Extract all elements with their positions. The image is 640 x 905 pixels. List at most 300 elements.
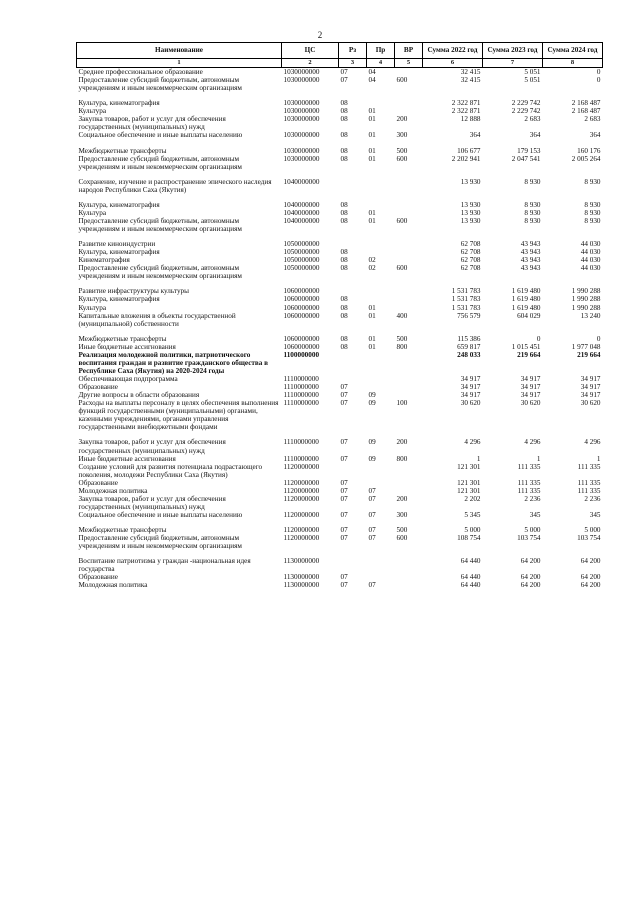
cell-pr: 09 [368, 454, 376, 463]
cell-pr: 02 [368, 264, 376, 273]
cell-sum-2024: 1 990 288 [571, 287, 601, 296]
cell-vr: 800 [396, 342, 408, 351]
cell-sum-2024: 8 930 [584, 208, 601, 217]
cell-sum-2024: 44 030 [580, 248, 601, 257]
cell-sum-2023: 64 200 [520, 581, 541, 590]
cell-vr: 500 [396, 334, 408, 343]
table-row [77, 131, 603, 139]
cell-sum-2024: 2 168 487 [571, 107, 601, 116]
cell-rz: 08 [340, 334, 348, 343]
cell-sum-2023: 1 619 480 [511, 303, 541, 312]
cell-name: Межбюджетные трансферты [78, 526, 167, 535]
header-number: 6 [423, 59, 483, 68]
cell-sum-2024: 111 335 [577, 462, 601, 471]
cell-pr [367, 573, 395, 581]
cell-sum-2024: 4 296 [584, 438, 601, 447]
cell-sum-2023: 1 [536, 454, 541, 463]
cell-rz: 08 [340, 264, 348, 273]
cell-name: Закупка товаров, работ и услуг для обеспечения государственных (муниципальных) нужд [78, 115, 226, 132]
cell-pr: 09 [368, 391, 376, 400]
cell-sum-2024: 345 [589, 511, 601, 519]
cell-vr: 600 [396, 216, 408, 225]
cell-rz: 08 [340, 131, 348, 140]
cell-sum-2022: 248 033 [457, 350, 481, 359]
cell-sum-2022: 2 202 941 [451, 154, 481, 163]
cell-cs: 1060000000 [283, 295, 320, 304]
table-row [77, 248, 603, 256]
cell-cs: 1130000000 [283, 557, 320, 566]
table-row [77, 375, 603, 383]
cell-sum-2023: 43 943 [520, 240, 541, 249]
spacer-cell [77, 550, 603, 557]
cell-cs: 1050000000 [283, 240, 320, 249]
cell-cs: 1040000000 [283, 216, 320, 225]
cell-sum-2022: 1 [476, 454, 481, 463]
cell-pr: 07 [368, 494, 376, 503]
cell-cs: 1030000000 [283, 146, 320, 155]
table-row [77, 147, 603, 155]
header-number: 3 [339, 59, 367, 68]
cell-vr [395, 99, 423, 107]
cell-sum-2023: 8 930 [524, 200, 541, 209]
cell-name: Предоставление субсидий бюджетным, автономным учреждениям и иным некоммерческим организациям [78, 154, 242, 171]
cell-name: Закупка товаров, работ и услуг для обеспечения государственных (муниципальных) нужд [78, 494, 226, 511]
cell-sum-2022: 34 917 [460, 375, 481, 383]
cell-sum-2023: 1 015 451 [511, 342, 541, 351]
header-name: Наименование [77, 43, 282, 59]
cell-vr [395, 581, 423, 589]
cell-sum-2022: 108 754 [457, 534, 481, 543]
cell-vr: 200 [396, 494, 408, 503]
table-row [77, 399, 603, 431]
cell-sum-2022: 12 888 [460, 115, 481, 124]
cell-vr [395, 351, 423, 375]
cell-sum-2022: 5 345 [464, 511, 481, 519]
cell-pr [367, 351, 395, 375]
cell-rz: 07 [340, 454, 348, 463]
cell-sum-2023: 1 619 480 [511, 295, 541, 304]
cell-vr: 800 [396, 454, 408, 463]
cell-sum-2024: 103 754 [577, 534, 601, 543]
spacer-row [77, 140, 603, 147]
table-row [77, 201, 603, 209]
cell-cs: 1030000000 [283, 107, 320, 116]
cell-name: Межбюджетные трансферты [78, 146, 167, 155]
header-number: 1 [77, 59, 282, 68]
cell-pr: 02 [368, 256, 376, 265]
cell-vr [395, 391, 423, 399]
cell-sum-2024: 64 200 [580, 557, 601, 566]
cell-name: Предоставление субсидий бюджетным, автономным учреждениям и иным некоммерческим организациям [78, 216, 242, 233]
cell-pr [367, 557, 395, 573]
cell-cs: 1110000000 [283, 399, 319, 408]
cell-cs: 1030000000 [283, 131, 320, 140]
cell-pr [367, 287, 395, 295]
cell-pr [367, 248, 395, 256]
cell-name: Реализация молодежной политики, патриотического воспитания граждан и развитие гражданского общества в Республике Саха (Якутия) на 2020-2024 годы [78, 350, 269, 375]
table-row [77, 495, 603, 511]
cell-sum-2023: 34 917 [520, 391, 541, 400]
cell-name: Культура, кинематография [78, 248, 160, 257]
cell-vr [395, 248, 423, 256]
header-sum-2024: Сумма 2024 год [543, 43, 603, 59]
cell-pr: 07 [368, 486, 376, 495]
cell-name: Развитие киноиндустрии [78, 240, 156, 249]
cell-pr: 04 [368, 76, 376, 85]
cell-pr: 01 [368, 208, 376, 217]
cell-sum-2022: 121 301 [457, 478, 481, 487]
cell-name: Молодежная политика [78, 486, 148, 495]
cell-sum-2024: 64 200 [580, 573, 601, 582]
table-row [77, 573, 603, 581]
cell-sum-2023: 43 943 [520, 264, 541, 273]
cell-name: Социальное обеспечение и иные выплаты населению [78, 511, 243, 519]
table-row [77, 455, 603, 463]
cell-pr: 07 [368, 581, 376, 590]
cell-rz: 07 [340, 511, 348, 519]
cell-sum-2022: 2 322 871 [451, 107, 481, 116]
cell-rz: 08 [340, 295, 348, 304]
cell-sum-2024: 111 335 [577, 478, 601, 487]
spacer-row [77, 280, 603, 287]
table-row [77, 335, 603, 343]
cell-sum-2024: 160 176 [577, 146, 601, 155]
table-row [77, 511, 603, 519]
cell-name: Сохранение, изучение и распространение эпического наследия народов Республики Саха (Якутия) [78, 177, 272, 194]
cell-rz: 07 [340, 486, 348, 495]
cell-sum-2023: 179 153 [517, 146, 541, 155]
cell-cs: 1050000000 [283, 264, 320, 273]
cell-vr [395, 383, 423, 391]
header-vr: ВР [395, 43, 423, 59]
table-row [77, 107, 603, 115]
cell-rz: 07 [340, 391, 348, 400]
header-number: 4 [367, 59, 395, 68]
cell-rz: 07 [340, 534, 348, 543]
cell-rz: 07 [340, 478, 348, 487]
cell-rz [339, 557, 367, 573]
table-row [77, 256, 603, 264]
cell-rz: 07 [340, 68, 348, 76]
cell-pr: 01 [368, 146, 376, 155]
cell-sum-2023: 0 [536, 334, 541, 343]
table-row [77, 178, 603, 194]
spacer-cell [77, 140, 603, 147]
table-row [77, 295, 603, 303]
cell-cs: 1110000000 [283, 438, 319, 447]
cell-pr: 01 [368, 334, 376, 343]
cell-sum-2022: 106 677 [457, 146, 481, 155]
cell-vr [395, 557, 423, 573]
spacer-row [77, 233, 603, 240]
cell-vr: 300 [396, 511, 408, 519]
cell-cs: 1100000000 [283, 350, 320, 359]
cell-cs: 1130000000 [283, 581, 320, 590]
table-row [77, 76, 603, 92]
cell-rz: 08 [340, 146, 348, 155]
cell-vr [395, 304, 423, 312]
cell-vr [395, 68, 423, 77]
cell-sum-2023: 4 296 [524, 438, 541, 447]
spacer-cell [77, 194, 603, 201]
cell-sum-2022: 13 930 [460, 177, 481, 186]
cell-rz [339, 240, 367, 248]
cell-sum-2022: 62 708 [460, 256, 481, 265]
spacer-row [77, 194, 603, 201]
cell-sum-2024: 219 664 [577, 350, 601, 359]
cell-sum-2023: 64 200 [520, 573, 541, 582]
cell-name: Культура [78, 107, 107, 116]
cell-sum-2024: 1 [596, 454, 601, 463]
spacer-cell [77, 233, 603, 240]
header-pr: Пр [367, 43, 395, 59]
cell-vr: 200 [396, 438, 408, 447]
cell-pr [367, 99, 395, 107]
cell-name: Предоставление субсидий бюджетным, автономным учреждениям и иным некоммерческим организациям [78, 534, 242, 551]
cell-name: Образование [78, 573, 118, 582]
cell-pr: 09 [368, 438, 376, 447]
cell-sum-2023: 345 [529, 511, 541, 519]
cell-name: Закупка товаров, работ и услуг для обеспечения государственных (муниципальных) нужд [78, 438, 226, 455]
cell-pr: 04 [368, 68, 376, 76]
cell-sum-2022: 32 415 [460, 68, 481, 76]
budget-table [76, 42, 603, 590]
cell-name: Воспитание патриотизма у граждан -национальная идея государства [78, 557, 251, 574]
cell-rz: 08 [340, 248, 348, 257]
table-row [77, 304, 603, 312]
cell-cs: 1110000000 [283, 391, 319, 400]
table-row [77, 463, 603, 479]
cell-name: Иные бюджетные ассигнования [78, 454, 176, 463]
cell-sum-2024: 1 990 288 [571, 295, 601, 304]
cell-sum-2023: 111 335 [517, 478, 541, 487]
table-row [77, 264, 603, 280]
cell-sum-2023: 5 051 [524, 68, 541, 76]
cell-sum-2022: 4 296 [464, 438, 481, 447]
cell-pr [367, 201, 395, 209]
cell-name: Кинематография [78, 256, 130, 265]
cell-cs: 1050000000 [283, 256, 320, 265]
cell-sum-2023: 8 930 [524, 216, 541, 225]
cell-name: Межбюджетные трансферты [78, 334, 167, 343]
table-row [77, 99, 603, 107]
cell-rz: 07 [340, 438, 348, 447]
cell-name: Расходы на выплаты персоналу в целях обеспечения выполнения функций государственными (муниципальными) органами, казенными учреждениями, органами управления государственными внебюджетными фондами [78, 399, 279, 432]
cell-sum-2022: 364 [469, 131, 481, 140]
cell-sum-2024: 0 [596, 68, 601, 76]
cell-name: Культура, кинематография [78, 99, 160, 108]
cell-sum-2023: 2 229 742 [511, 107, 541, 116]
cell-vr [395, 240, 423, 248]
cell-cs: 1030000000 [283, 115, 320, 124]
cell-pr [367, 375, 395, 383]
cell-rz: 08 [340, 342, 348, 351]
table-row [77, 534, 603, 550]
cell-vr [395, 256, 423, 264]
table-row [77, 287, 603, 295]
cell-name: Образование [78, 478, 118, 487]
cell-vr [395, 375, 423, 383]
table-row [77, 487, 603, 495]
cell-cs: 1050000000 [283, 248, 320, 257]
cell-rz [339, 178, 367, 194]
cell-rz [339, 287, 367, 295]
cell-rz: 07 [340, 399, 348, 408]
cell-sum-2024: 1 990 288 [571, 303, 601, 312]
cell-sum-2022: 13 930 [460, 216, 481, 225]
cell-sum-2024: 34 917 [580, 383, 601, 392]
spacer-cell [77, 92, 603, 99]
cell-vr: 600 [396, 154, 408, 163]
table-row [77, 68, 603, 77]
header-sum-2023: Сумма 2023 год [483, 43, 543, 59]
table-row [77, 240, 603, 248]
cell-name: Культура [78, 208, 107, 217]
cell-vr: 200 [396, 115, 408, 124]
cell-rz: 08 [340, 99, 348, 108]
cell-name: Предоставление субсидий бюджетным, автономным учреждениям и иным некоммерческим организациям [78, 76, 242, 93]
cell-rz: 07 [340, 383, 348, 392]
cell-sum-2023: 604 029 [517, 311, 541, 320]
cell-sum-2024: 5 000 [584, 526, 601, 535]
cell-name: Культура, кинематография [78, 200, 160, 209]
cell-sum-2024: 111 335 [577, 486, 601, 495]
cell-vr: 600 [396, 264, 408, 273]
cell-rz: 08 [340, 208, 348, 217]
cell-sum-2023: 8 930 [524, 208, 541, 217]
cell-sum-2022: 1 531 783 [451, 303, 481, 312]
cell-cs: 1120000000 [283, 494, 320, 503]
table-body [77, 68, 603, 590]
cell-cs: 1040000000 [283, 200, 320, 209]
cell-sum-2023: 2 229 742 [511, 99, 541, 108]
table-row [77, 391, 603, 399]
cell-sum-2024: 30 620 [580, 399, 601, 408]
table-row [77, 581, 603, 589]
cell-sum-2024: 2 005 264 [571, 154, 601, 163]
cell-vr [395, 295, 423, 303]
table-row [77, 343, 603, 351]
cell-pr [367, 240, 395, 248]
cell-sum-2022: 5 000 [464, 526, 481, 535]
cell-pr [367, 295, 395, 303]
cell-rz [339, 375, 367, 383]
cell-pr: 09 [368, 399, 376, 408]
cell-pr [367, 178, 395, 194]
cell-pr: 07 [368, 526, 376, 535]
spacer-row [77, 92, 603, 99]
cell-vr [395, 573, 423, 581]
cell-rz [339, 351, 367, 375]
cell-pr: 07 [368, 511, 376, 519]
cell-sum-2022: 34 917 [460, 391, 481, 400]
spacer-cell [77, 280, 603, 287]
spacer-row [77, 550, 603, 557]
cell-sum-2023: 2 236 [524, 494, 541, 503]
cell-vr [395, 209, 423, 217]
table-row [77, 312, 603, 328]
cell-vr: 500 [396, 526, 408, 535]
cell-sum-2023: 2 047 541 [511, 154, 541, 163]
cell-sum-2024: 34 917 [580, 391, 601, 400]
page-number: 2 [317, 30, 323, 40]
cell-vr: 500 [396, 146, 408, 155]
cell-vr [395, 178, 423, 194]
cell-sum-2024: 1 977 048 [571, 342, 601, 351]
table-row [77, 217, 603, 233]
cell-name: Другие вопросы в области образования [78, 391, 200, 400]
cell-pr: 01 [368, 154, 376, 163]
cell-sum-2022: 659 817 [457, 342, 481, 351]
cell-sum-2023: 8 930 [524, 177, 541, 186]
header-row [77, 43, 603, 59]
cell-pr [367, 479, 395, 487]
cell-vr [395, 463, 423, 479]
cell-name: Молодежная политика [78, 581, 148, 590]
cell-vr: 400 [396, 311, 408, 320]
cell-sum-2024: 44 030 [580, 264, 601, 273]
cell-rz: 07 [340, 76, 348, 85]
cell-vr [395, 201, 423, 209]
cell-sum-2022: 62 708 [460, 240, 481, 249]
cell-cs: 1060000000 [283, 311, 320, 320]
cell-cs: 1110000000 [283, 454, 319, 463]
cell-sum-2022: 62 708 [460, 264, 481, 273]
cell-name: Образование [78, 383, 118, 392]
cell-cs: 1120000000 [283, 478, 320, 487]
cell-name: Создание условий для развития потенциала подрастающего поколения, молодежи Республики Саха (Якутия) [78, 462, 263, 479]
cell-sum-2022: 2 322 871 [451, 99, 481, 108]
cell-cs: 1040000000 [283, 208, 320, 217]
table-row [77, 557, 603, 573]
header-rz: Рз [339, 43, 367, 59]
cell-rz: 08 [340, 216, 348, 225]
cell-sum-2022: 64 440 [460, 581, 481, 590]
cell-sum-2024: 2 683 [584, 115, 601, 124]
cell-sum-2022: 64 440 [460, 557, 481, 566]
cell-sum-2024: 44 030 [580, 256, 601, 265]
cell-sum-2022: 756 579 [457, 311, 481, 320]
cell-cs: 1110000000 [283, 375, 319, 383]
cell-sum-2022: 13 930 [460, 208, 481, 217]
cell-sum-2024: 13 240 [580, 311, 601, 320]
cell-cs: 1060000000 [283, 303, 320, 312]
cell-sum-2022: 121 301 [457, 462, 481, 471]
cell-sum-2023: 1 619 480 [511, 287, 541, 296]
cell-rz: 08 [340, 154, 348, 163]
cell-vr: 600 [396, 534, 408, 543]
cell-sum-2024: 8 930 [584, 216, 601, 225]
cell-cs: 1110000000 [283, 383, 319, 392]
cell-vr: 100 [396, 399, 408, 408]
cell-vr [395, 107, 423, 115]
cell-pr: 01 [368, 216, 376, 225]
cell-name: Среднее профессиональное образование [78, 68, 203, 76]
cell-name: Культура [78, 303, 107, 312]
header-number: 8 [543, 59, 603, 68]
cell-sum-2022: 30 620 [460, 399, 481, 408]
cell-pr: 01 [368, 303, 376, 312]
spacer-row [77, 328, 603, 335]
table-row [77, 209, 603, 217]
cell-rz: 08 [340, 115, 348, 124]
cell-cs: 1120000000 [283, 526, 320, 535]
spacer-row [77, 171, 603, 178]
header-number: 2 [282, 59, 339, 68]
cell-sum-2023: 111 335 [517, 486, 541, 495]
cell-cs: 1120000000 [283, 462, 320, 471]
cell-rz: 07 [340, 573, 348, 582]
